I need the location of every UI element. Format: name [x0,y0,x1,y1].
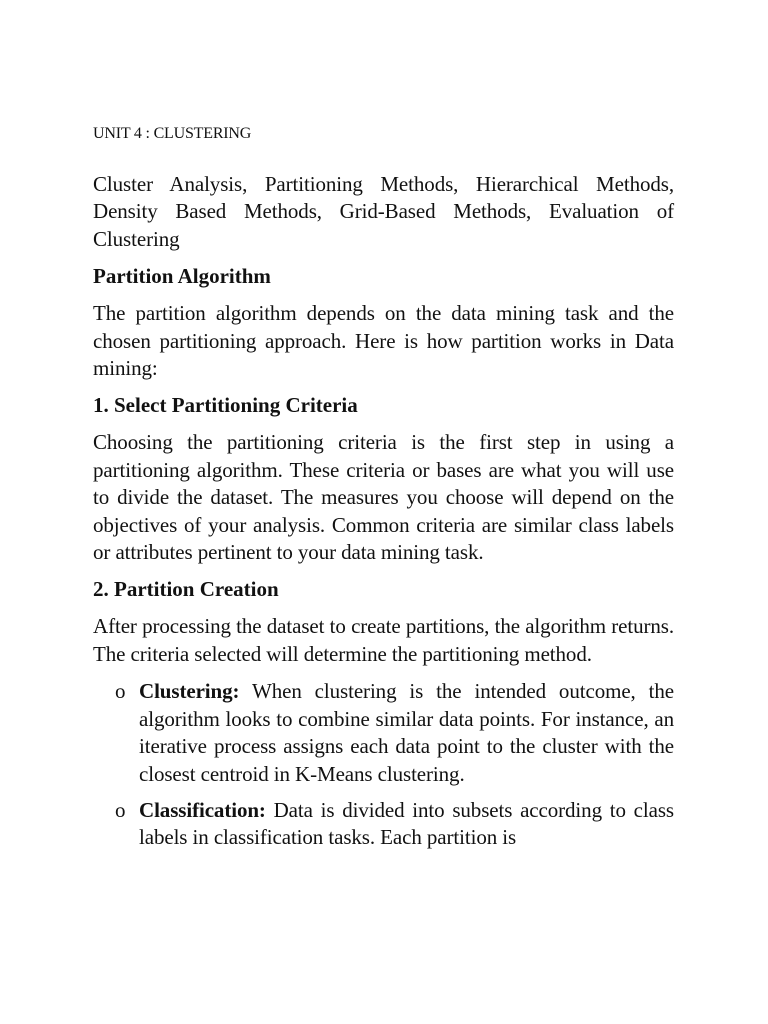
document-page [93,122,674,861]
list-item-body: Data is divided into subsets according to class labels in classification tasks. Each partition is [139,797,674,850]
list-item-body: When clustering is the intended outcome, the algorithm looks to combine similar data points. For instance, an iterative process assigns each data point to the cluster with the closest centroid in K-Means clustering. [139,679,674,786]
section-heading: Partition Algorithm [93,264,271,289]
step2-heading: 2. Partition Creation [93,577,279,602]
topics-list: Cluster Analysis, Partitioning Methods, Hierarchical Methods, Density Based Methods, Grid-Based Methods, Evaluation of Clustering [93,172,674,251]
step1-heading: 1. Select Partitioning Criteria [93,393,358,418]
methods-list [93,678,674,851]
list-item-text [139,678,674,788]
list-item [93,678,674,788]
step2-paragraph: After processing the dataset to create partitions, the algorithm returns. The criteria selected will determine the partitioning method. [93,614,674,666]
step1-paragraph: Choosing the partitioning criteria is the first step in using a partitioning algorithm. These criteria or bases are what you will use to divide the dataset. The measures you choose will depend on the objectives of your analysis. Common criteria are similar class labels or attributes pertinent to your data mining task. [93,430,674,565]
list-item-text [139,797,674,852]
list-item-term: Clustering: [139,679,240,704]
intro-paragraph: The partition algorithm depends on the data mining task and the chosen partitioning approach. Here is how partition works in Data mining: [93,301,674,381]
unit-title: UNIT 4 : CLUSTERING [93,125,252,142]
list-item-term: Classification: [139,797,266,822]
list-item [93,797,674,852]
bullet-marker: o [115,679,126,704]
bullet-marker: o [115,797,126,822]
